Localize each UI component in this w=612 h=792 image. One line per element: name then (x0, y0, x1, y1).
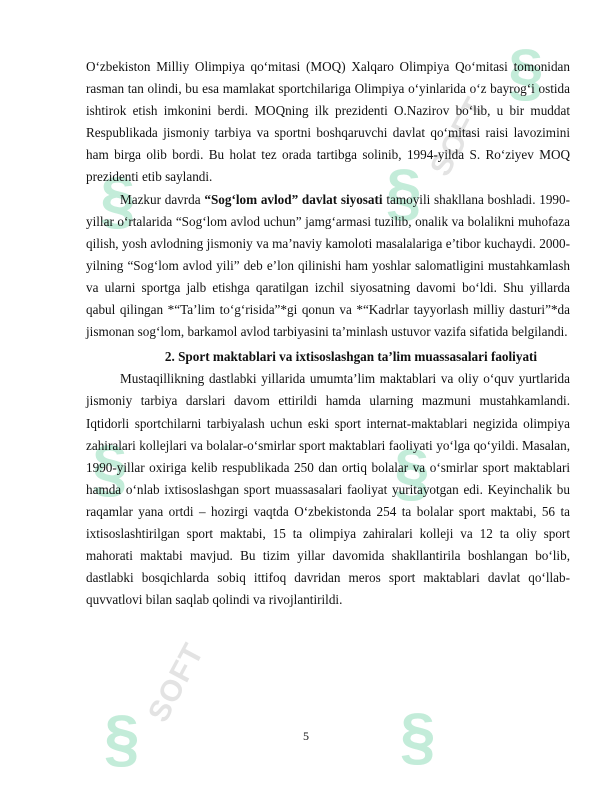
watermark-logo-icon: § (400, 700, 436, 772)
bold-phrase: “Sog‘lom avlod” davlat siyosati (204, 191, 383, 207)
watermark-logo-icon: § (100, 164, 136, 236)
section-heading: 2. Sport maktablari va ixtisoslashgan ta’lim muassasalari faoliyati (164, 349, 538, 365)
watermark-logo-icon: § (394, 436, 430, 508)
paragraph-text: Mazkur davrda (120, 191, 205, 207)
paragraph: Mustaqillikning dastlabki yillarida umumta’lim maktablari va oliy o‘quv yurtlarida jismoniy tarbiya darslari davom ettirildi hamda ularning mazmuni mustahkamlandi. Iqtidorli sportchilarni tarbiyalash uchun eski sport internat-maktablari negizida olimpiya zahiralari kollejlari va bolalar-o‘smirlar sport maktablari faoliyati yo‘lga qo‘yildi. Masalan, 1990-yillar oxiriga kelib respublikada 250 dan ortiq bolalar va o‘smirlar sport maktablari hamda o‘nlab ixtisoslashgan sport muassasalari faoliyat yuritayotgan edi. Keyinchalik bu raqamlar yana ortdi – hozirgi vaqtda O‘zbekistonda 254 ta bolalar sport maktabi, 56 ta ixtisoslashtirilgan sport maktabi, 15 ta olimpiya zahiralari kolleji va 12 ta oliy sport mahorati maktabi mavjud. Bu tizim yillar davomida shakllantirila boshlangan bo‘lib, dastlabki bosqichlarda sobiq ittifoq davridan meros sport maktablari davlat qo‘llab-quvvatlovi bilan saqlab qolindi va rivojlantirildi. (86, 371, 570, 608)
paragraph-text: tamoyili shakllana boshladi. 1990-yillar o‘rtalarida “Sog‘lom avlod uchun” jamg‘armasi tuzilib, onalik va bolalikni muhofaza qilish, yosh avlodning jismoniy va ma’naviy kamoloti masalalariga e’tibor kuchaydi. 2000-yilning “Sog‘lom avlod yili” deb e’lon qilinishi ham yoshlar salomatligini mustahkamlash va ularni sportga jalb etishga qaratilgan izchil siyosatning davomi bo‘ldi. Shu yillarda qabul qilingan *“Ta’lim to‘g‘risida”*gi qonun va *“Kadrlar tayyorlash milliy dasturi”*da jismonan sog‘lom, barkamol avlod tarbiyasini ta’minlash ustuvor vazifa sifatida belgilandi. (86, 191, 571, 340)
watermark-logo-icon: § (104, 702, 140, 774)
page-number: 5 (303, 729, 309, 743)
watermark-text: SOFT (424, 91, 493, 182)
watermark-logo-icon: § (508, 36, 544, 108)
watermark-logo-icon: § (92, 432, 128, 504)
paragraph: O‘zbekiston Milliy Olimpiya qo‘mitasi (MOQ) Xalqaro Olimpiya Qo‘mitasi tomonidan rasman tan olindi, bu esa mamlakat sportchilariga Olimpiya o‘yinlarida o‘z bayrog‘i ostida ishtirok etish imkonini berdi. MOQning ilk prezidenti O.Nazirov bo‘lib, u bir muddat Respublikada jismoniy tarbiya va sportni boshqaruvchi davlat qo‘mitasi raisi lavozimini ham birga olib bordi. Bu holat tez orada tartibga solinib, 1994-yilda S. Ro‘ziyev MOQ prezidenti etib saylandi. (86, 59, 570, 185)
watermark-logo-icon: § (386, 156, 422, 228)
watermark-text: SOFT (142, 637, 211, 728)
body-text (86, 56, 570, 611)
paragraph (86, 189, 570, 344)
